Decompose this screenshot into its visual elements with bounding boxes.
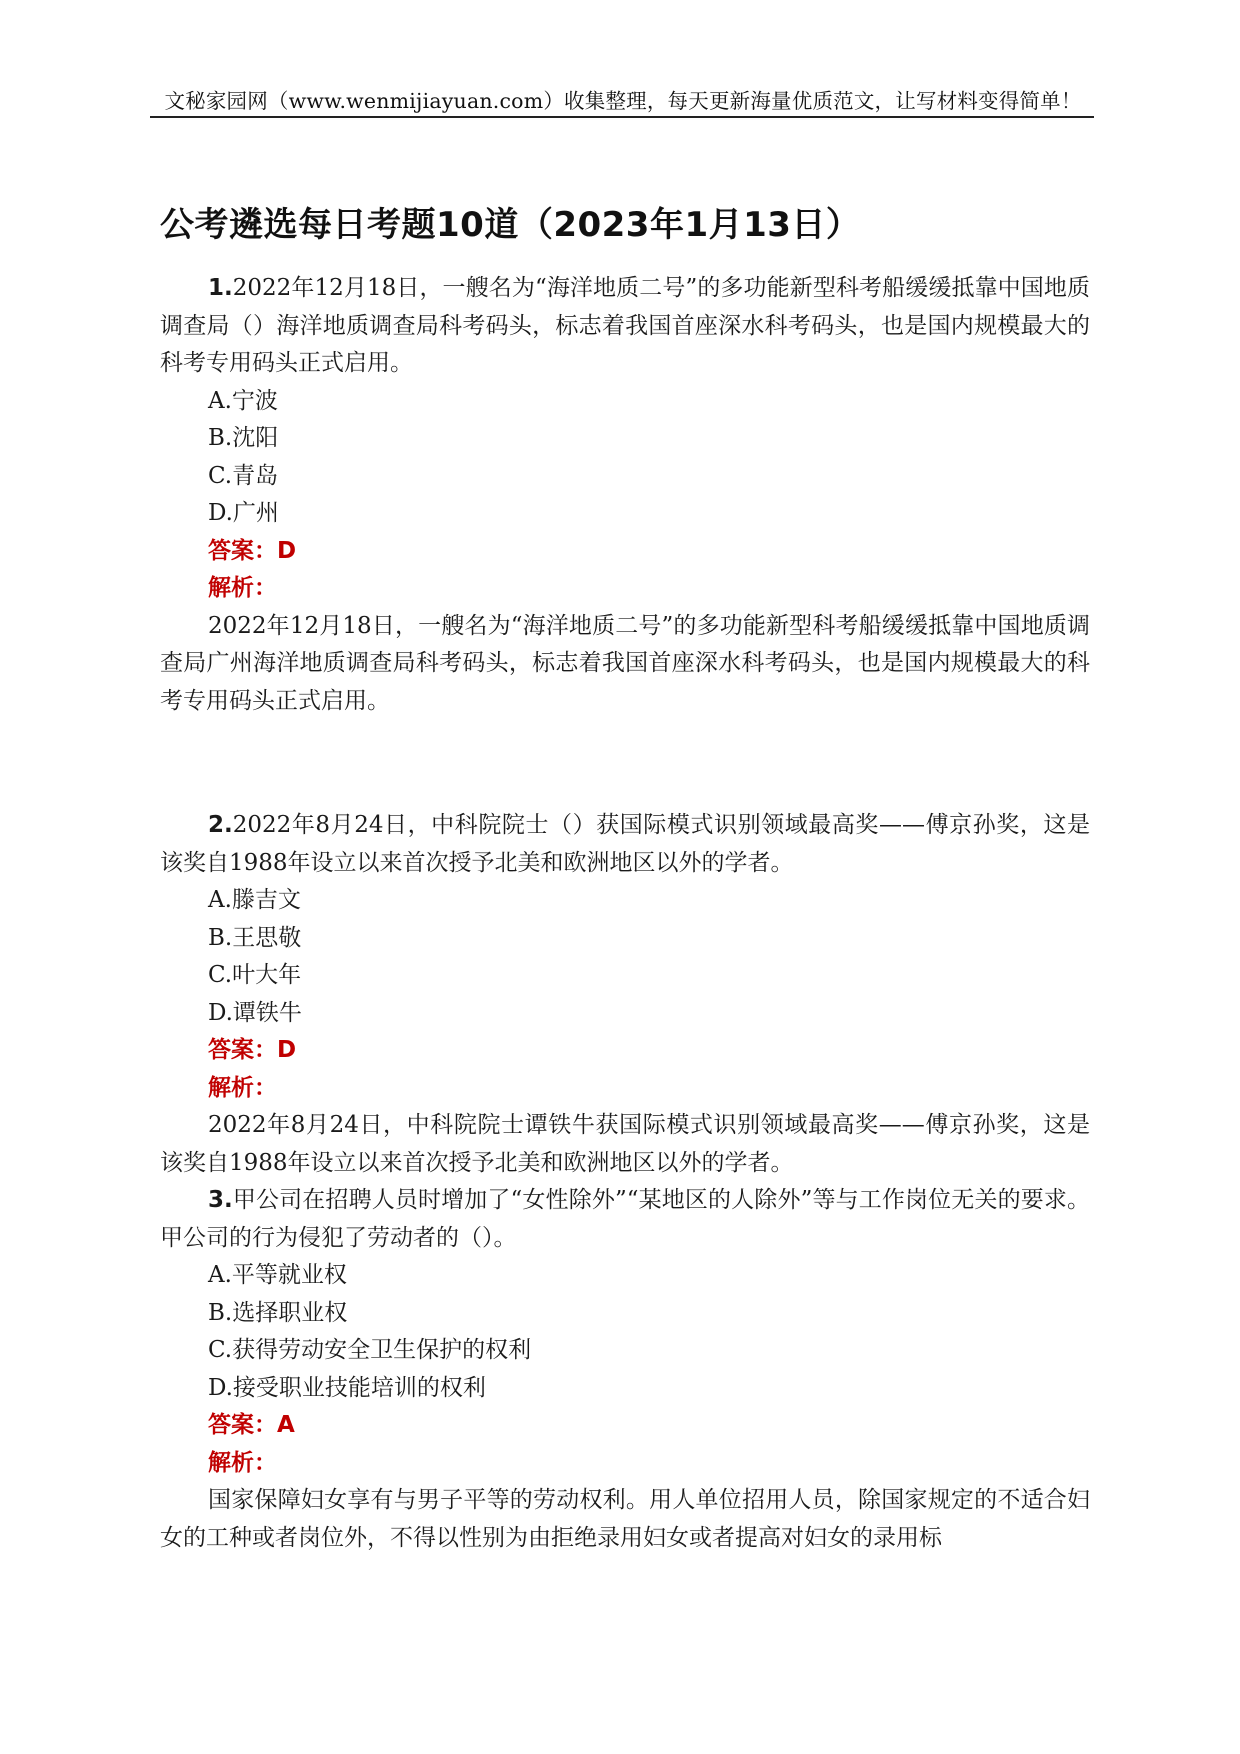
analysis-label: 解析： <box>208 1449 277 1476</box>
analysis-text: 2022年12月18日，一艘名为“海洋地质二号”的多功能新型科考船缓缓抵靠中国地质调查局广州海洋地质调查局科考码头，标志着我国首座深水科考码头，也是国内规模最大的科考专用码头正式启用。 <box>160 612 1090 714</box>
answer-value: D <box>277 1037 297 1063</box>
header-divider <box>150 116 1094 118</box>
question-2 <box>160 807 1090 1182</box>
analysis-text: 国家保障妇女享有与男子平等的劳动权利。用人单位招用人员，除国家规定的不适合妇女的工种或者岗位外，不得以性别为由拒绝录用妇女或者提高对妇女的录用标 <box>160 1487 1090 1551</box>
option-d: D.谭铁牛 <box>208 999 302 1026</box>
option-d: D.广州 <box>208 500 279 526</box>
question-number: 1. <box>208 275 233 301</box>
option-d: D.接受职业技能培训的权利 <box>208 1374 486 1401</box>
question-text: 2022年12月18日，一艘名为“海洋地质二号”的多功能新型科考船缓缓抵靠中国地质调查局（）海洋地质调查局科考码头，标志着我国首座深水科考码头，也是国内规模最大的科考专用码头正式启用。 <box>160 275 1090 376</box>
option-c: C.青岛 <box>208 462 279 489</box>
page-title: 公考遴选每日考题10道（2023年1月13日） <box>160 205 861 245</box>
analysis-label: 解析： <box>208 575 277 601</box>
question-text: 甲公司在招聘人员时增加了“女性除外”“某地区的人除外”等与工作岗位无关的要求。甲公司的行为侵犯了劳动者的（）。 <box>160 1187 1090 1251</box>
answer-value: A <box>277 1412 295 1438</box>
analysis-label: 解析： <box>208 1074 277 1101</box>
answer-label: 答案： <box>208 1412 277 1438</box>
question-stem <box>160 807 1090 882</box>
answer-line <box>160 1407 1090 1445</box>
question-stem <box>160 270 1090 383</box>
answer-line <box>160 533 1090 571</box>
question-stem <box>160 1182 1090 1257</box>
option-a: A.平等就业权 <box>208 1262 347 1288</box>
option-a: A.滕吉文 <box>208 887 301 913</box>
analysis-text: 2022年8月24日，中科院院士谭铁牛获国际模式识别领域最高奖——傅京孙奖，这是该奖自1988年设立以来首次授予北美和欧洲地区以外的学者。 <box>160 1112 1090 1176</box>
question-spacer <box>160 720 1090 807</box>
answer-line <box>160 1032 1090 1070</box>
question-3 <box>160 1182 1090 1557</box>
answer-label: 答案： <box>208 537 277 564</box>
option-b: B.王思敬 <box>208 924 302 951</box>
option-c: C.获得劳动安全卫生保护的权利 <box>208 1337 532 1363</box>
question-number: 2. <box>208 812 233 838</box>
answer-value: D <box>277 537 297 564</box>
page-header: 文秘家园网（www.wenmijiayuan.com）收集整理，每天更新海量优质范文，让写材料变得简单！ <box>164 89 1082 113</box>
option-a: A.宁波 <box>208 387 278 414</box>
question-number: 3. <box>208 1187 233 1213</box>
document-body <box>160 270 1090 1557</box>
option-c: C.叶大年 <box>208 962 302 988</box>
answer-label: 答案： <box>208 1037 277 1063</box>
option-b: B.沈阳 <box>208 425 279 451</box>
question-1 <box>160 270 1090 720</box>
question-text: 2022年8月24日，中科院院士（）获国际模式识别领域最高奖——傅京孙奖，这是该奖自1988年设立以来首次授予北美和欧洲地区以外的学者。 <box>160 812 1090 876</box>
option-b: B.选择职业权 <box>208 1299 348 1326</box>
